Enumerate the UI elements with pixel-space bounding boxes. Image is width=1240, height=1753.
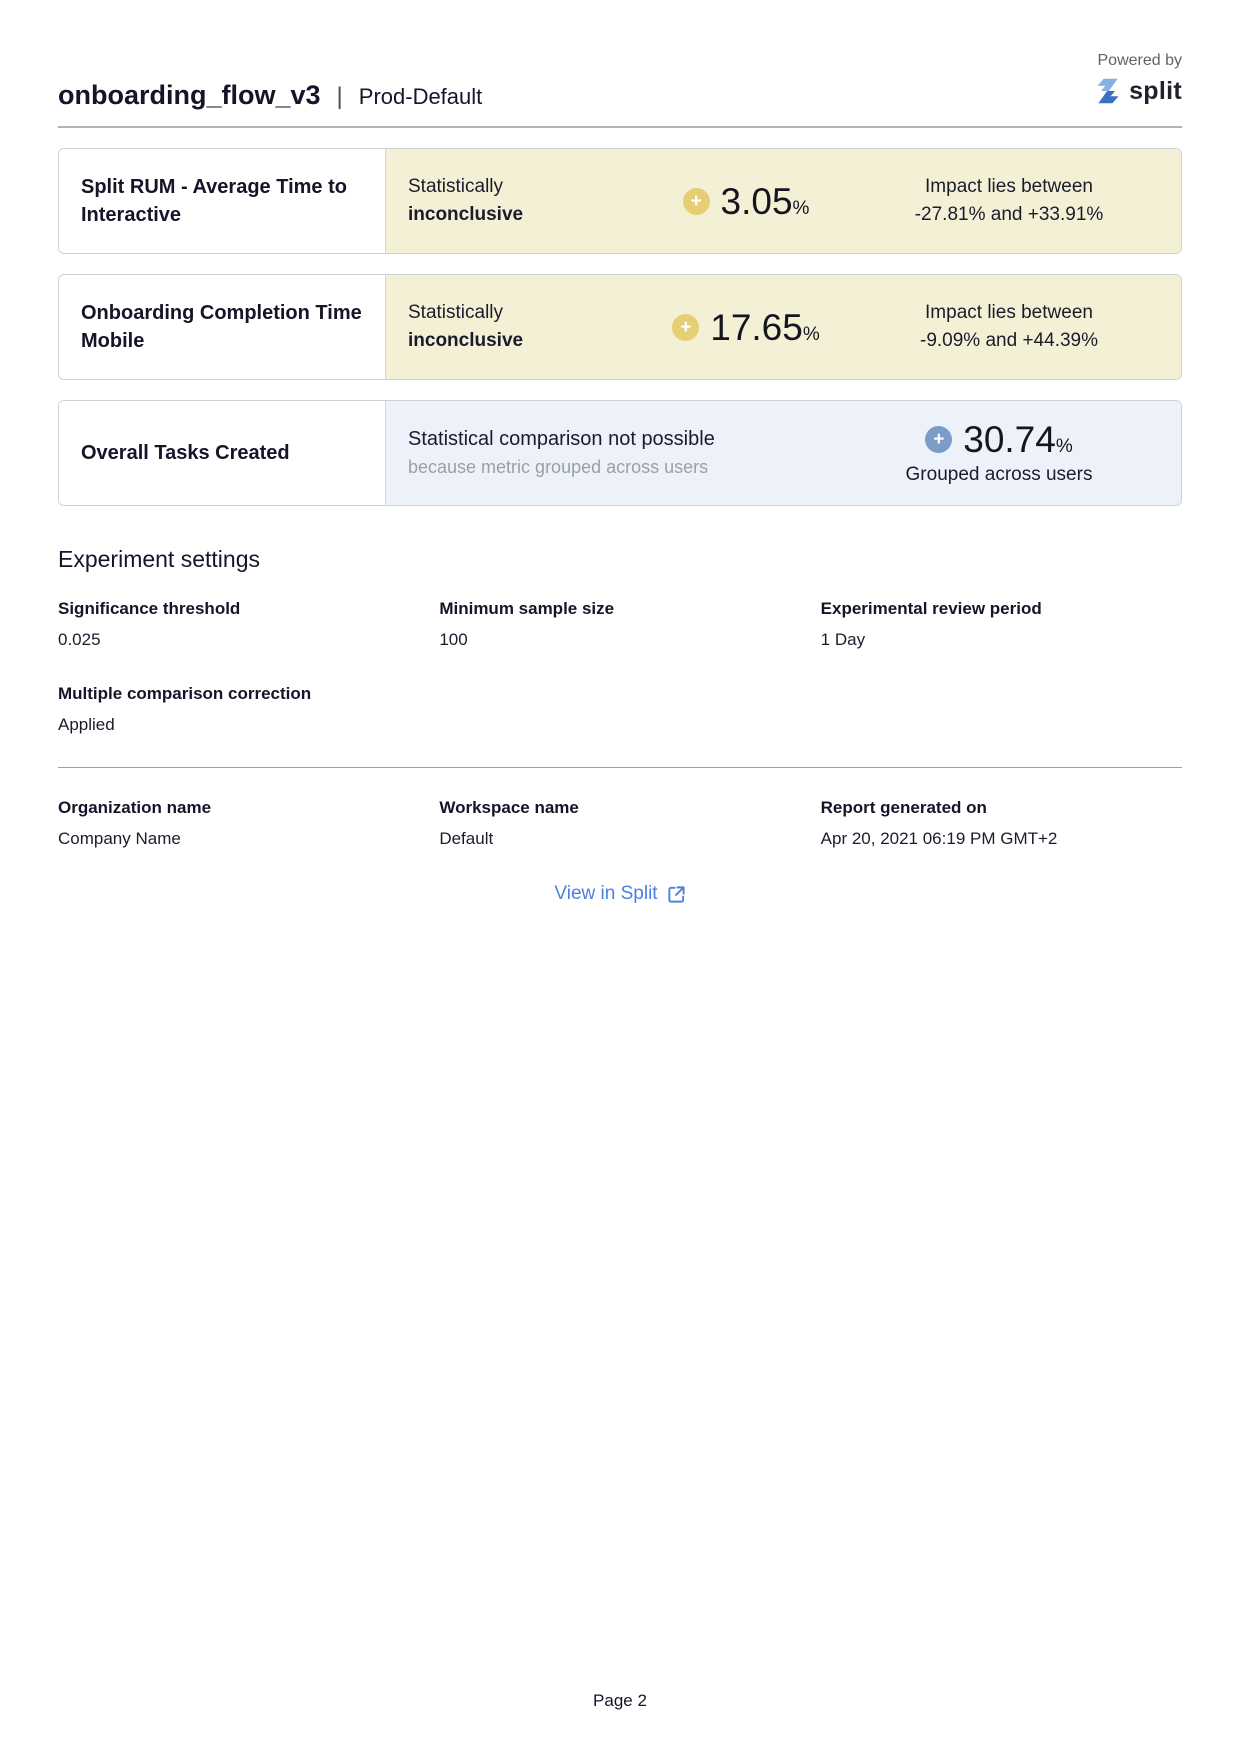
metric-value: 3.05 [720,180,793,222]
metric-value: 17.65 [710,306,803,348]
metric-status [408,173,633,228]
report-title-row [58,0,1182,111]
metric-value: 30.74 [963,418,1056,460]
setting-review-period [821,599,1182,650]
impact-line2: -27.81% and +33.91% [914,204,1104,225]
report-meta-grid [58,798,1182,849]
impact-line2: -9.09% and +44.39% [920,330,1098,351]
metric-result-panel [386,275,1181,379]
split-logo-icon [1094,76,1122,106]
metric-status-line1: Statistically [408,302,504,324]
setting-multiple-comparison [58,684,419,735]
metric-result-panel [386,149,1181,253]
impact-line1: Impact lies between [925,175,1093,197]
powered-by-label: Powered by [1097,52,1182,69]
meta-value: Default [439,829,494,848]
metric-result-panel [386,401,1181,505]
plus-icon: + [672,314,699,341]
setting-value: Applied [58,715,115,734]
brand-wordmark: split [1129,76,1182,105]
setting-label: Experimental review period [820,599,1042,618]
metric-card [58,148,1182,254]
setting-value: 0.025 [58,630,101,649]
header-brand-area [1094,52,1182,106]
setting-label: Minimum sample size [439,599,615,618]
setting-label: Multiple comparison correction [58,684,312,703]
setting-minimum-sample-size [439,599,800,650]
plus-icon: + [925,426,952,453]
metric-value-block [633,306,859,348]
metric-card [58,274,1182,380]
title-separator: | [336,83,343,110]
metric-impact-range [859,173,1159,230]
metric-status-line1: Statistically [408,176,504,198]
settings-section-title: Experiment settings [58,546,260,572]
metric-value-block [839,418,1159,486]
meta-generated-on [821,798,1182,849]
settings-grid [58,599,1182,735]
meta-label: Report generated on [820,798,987,817]
impact-line1: Impact lies between [925,301,1093,323]
view-in-split-label: View in Split [554,883,658,904]
plus-icon: + [683,188,710,215]
title-divider [58,126,1182,128]
page-number: Page 2 [593,1691,647,1710]
meta-workspace [439,798,800,849]
experiment-name: onboarding_flow_v3 [58,80,321,110]
setting-significance-threshold [58,599,419,650]
metric-name: Onboarding Completion Time Mobile [59,275,386,379]
percent-sign: % [802,323,820,345]
metric-status-line2: inconclusive [408,330,524,351]
meta-value: Apr 20, 2021 06:19 PM GMT+2 [820,829,1058,848]
meta-label: Workspace name [439,798,579,817]
metric-value-block [633,180,859,222]
percent-sign: % [1055,435,1073,457]
metric-status [408,425,839,480]
external-link-icon [667,885,686,904]
metric-card [58,400,1182,506]
metric-status-line1: Statistical comparison not possible [408,428,715,451]
meta-value: Company Name [58,829,181,848]
metric-status-line2: because metric grouped across users [408,457,709,478]
setting-value: 100 [439,630,468,649]
meta-organization [58,798,419,849]
metric-caption: Grouped across users [905,463,1093,485]
setting-label: Significance threshold [58,599,241,618]
setting-value: 1 Day [820,630,866,649]
view-in-split-link[interactable] [554,883,685,905]
metric-status-line2: inconclusive [408,204,524,225]
percent-sign: % [792,197,810,219]
environment-name: Prod-Default [358,84,483,109]
metric-impact-range [859,299,1159,356]
meta-label: Organization name [58,798,212,817]
section-divider [58,767,1182,768]
metric-name: Overall Tasks Created [59,401,386,505]
metric-name: Split RUM - Average Time to Interactive [59,149,386,253]
metric-status [408,299,633,354]
